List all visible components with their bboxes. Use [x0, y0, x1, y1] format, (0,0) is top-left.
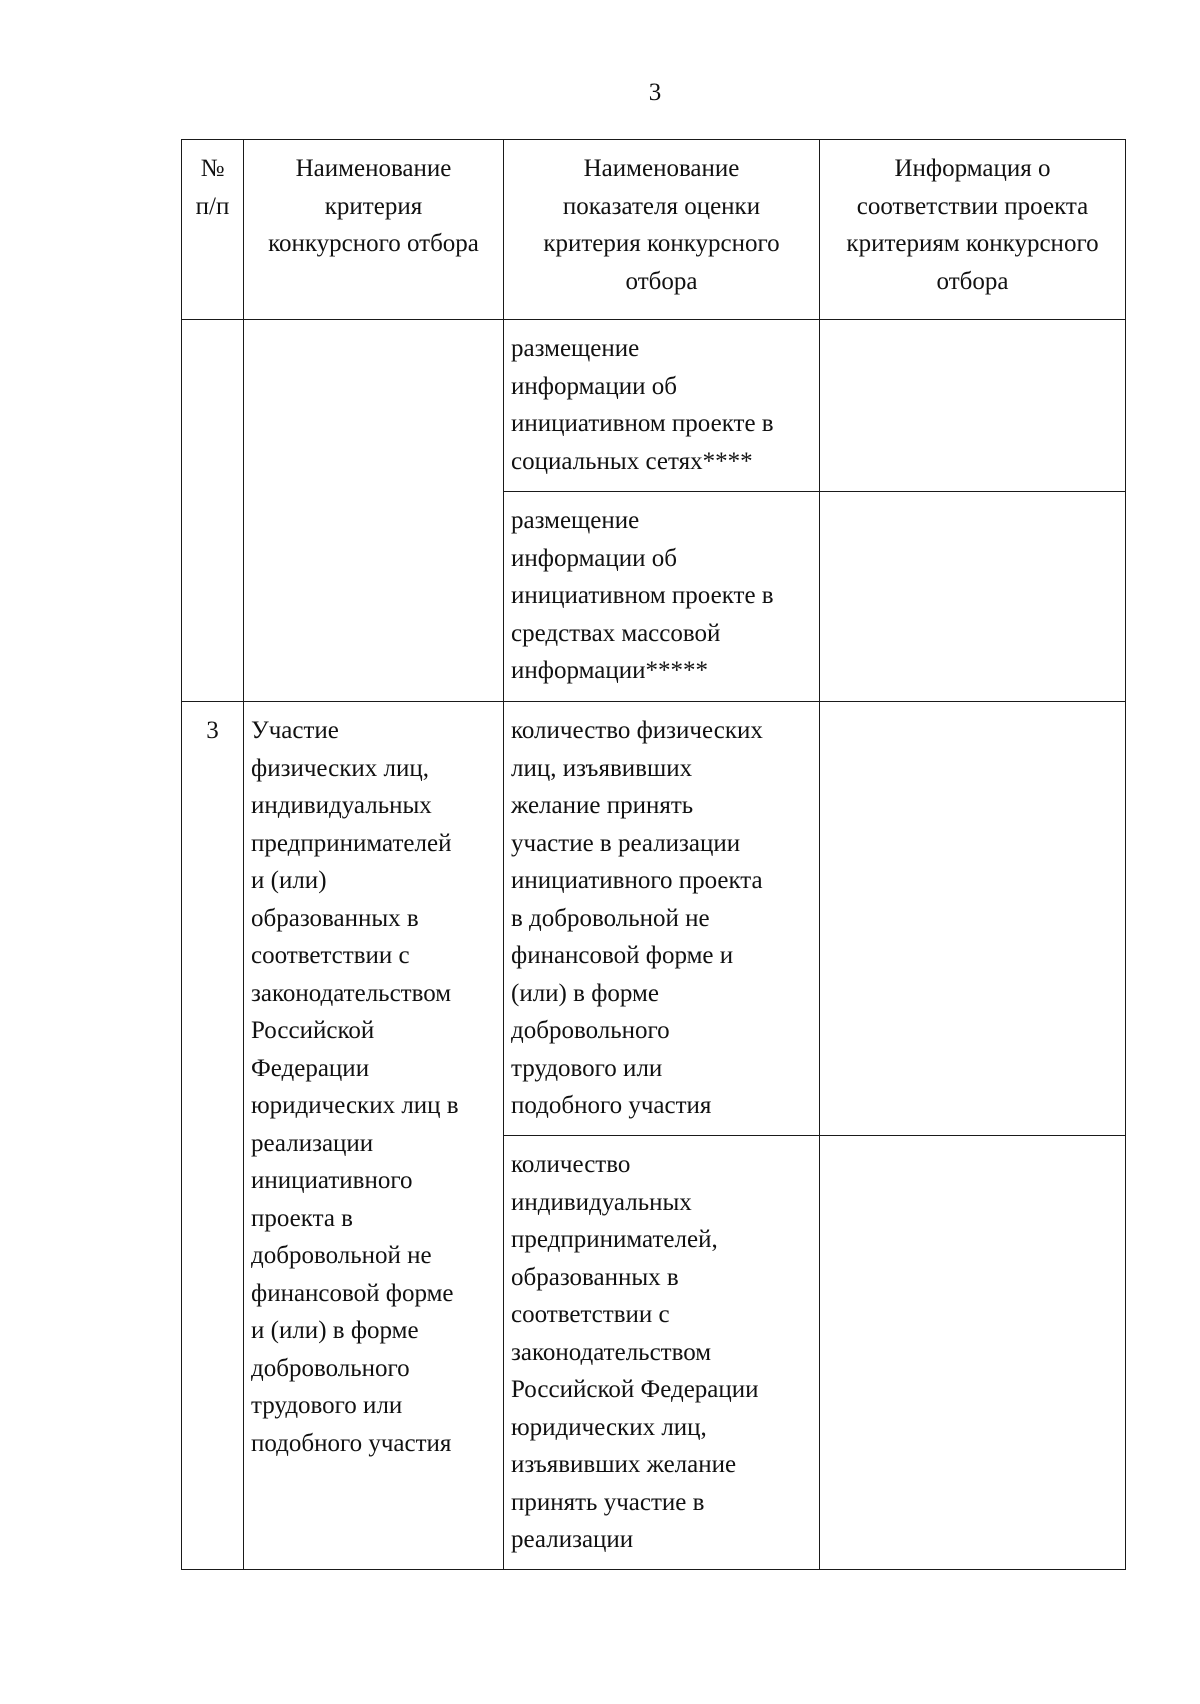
info-cell	[820, 702, 1126, 1136]
info-cell	[820, 320, 1126, 492]
criterion-cell	[244, 702, 504, 1570]
info-cell	[820, 492, 1126, 702]
indicator-individuals-count: количество физических лиц, изъявивших желание принять участие в реализации инициативного проекта в добровольной не финансовой форме и (или) в форме добровольного трудового или подобного участия	[511, 717, 763, 1119]
header-info: Информация о соответствии проекта критериям конкурсного отбора	[846, 155, 1099, 295]
indicator-cell	[504, 702, 820, 1136]
criterion-cell-empty	[244, 320, 504, 702]
num-cell	[182, 702, 244, 1570]
header-indicator-cell	[504, 140, 820, 320]
info-value	[820, 320, 1125, 330]
header-num: № п/п	[195, 155, 230, 220]
info-value	[820, 492, 1125, 502]
criteria-table	[181, 139, 1126, 1570]
indicator-social-networks: размещение информации об инициативном проекте в социальных сетях****	[511, 335, 774, 475]
indicator-cell	[504, 492, 820, 702]
info-cell	[820, 1136, 1126, 1570]
indicator-mass-media: размещение информации об инициативном проекте в средствах массовой информации*****	[511, 507, 774, 684]
row-number: 3	[206, 717, 219, 744]
page-number: 3	[648, 79, 662, 106]
table-header-row	[182, 140, 1126, 320]
header-criterion-cell	[244, 140, 504, 320]
indicator-cell	[504, 320, 820, 492]
header-info-cell	[820, 140, 1126, 320]
indicator-entrepreneurs-count: количество индивидуальных предпринимателей, образованных в соответствии с законодательством Российской Федерации юридических лиц, изъявивших желание принять участие в реализации	[511, 1151, 759, 1553]
info-value	[820, 702, 1125, 712]
info-value	[820, 1136, 1125, 1146]
table-row	[182, 320, 1126, 492]
indicator-cell	[504, 1136, 820, 1570]
table-row	[182, 702, 1126, 1136]
header-criterion: Наименование критерия конкурсного отбора	[268, 155, 479, 257]
header-num-cell	[182, 140, 244, 320]
criterion-participation: Участие физических лиц, индивидуальных предпринимателей и (или) образованных в соответствии с законодательством Российской Федерации юридических лиц в реализации инициативного проекта в добровольной не финансовой форме и (или) в форме добровольного трудового или подобного участия	[251, 717, 459, 1457]
num-cell-empty	[182, 320, 244, 702]
header-indicator: Наименование показателя оценки критерия конкурсного отбора	[543, 155, 780, 295]
